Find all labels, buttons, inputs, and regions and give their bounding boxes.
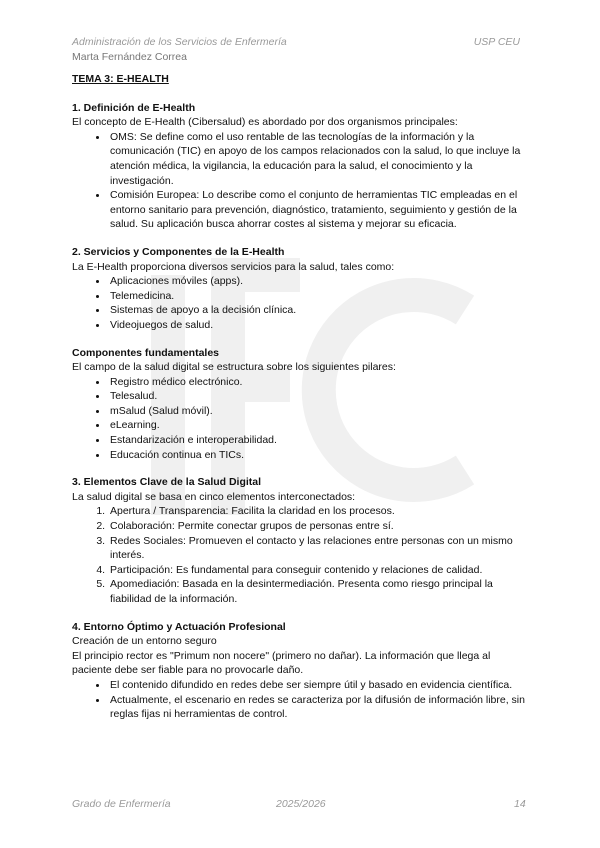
list-item: 2. Colaboración: Permite conectar grupos de personas entre sí. [108, 519, 530, 534]
footer-degree: Grado de Enfermería [72, 798, 171, 810]
section-definition [72, 101, 530, 232]
page-number: 14 [514, 798, 526, 810]
list-item: • Telesalud. [108, 389, 530, 404]
bullet-list [72, 375, 530, 463]
numbered-list [72, 504, 530, 606]
bullet-list [72, 678, 530, 722]
list-item: 3. Redes Sociales: Promueven el contacto y las relaciones entre personas con un mismo interés. [108, 534, 530, 563]
list-item: • OMS: Se define como el uso rentable de las tecnologías de la información y la comunicación (TIC) en apoyo de los campos relacionados con la salud, lo que incluye la atención médica, la vigilancia, la educación para la salud, el conocimiento y la investigación. [108, 130, 530, 188]
section-heading: 4. Entorno Óptimo y Actuación Profesional [72, 620, 286, 633]
bullet-list [72, 130, 530, 232]
list-item: • El contenido difundido en redes debe ser siempre útil y basado en evidencia científica. [108, 678, 530, 693]
list-item: • Comisión Europea: Lo describe como el conjunto de herramientas TIC empleadas en el entorno sanitario para prevención, diagnóstico, tratamiento, seguimiento y gestión de la salud. Su aplicación busca ahorrar costes al sistema y mejorar su eficacia. [108, 188, 530, 232]
section-heading: Componentes fundamentales [72, 346, 220, 359]
list-item: 4. Participación: Es fundamental para conseguir contenido y relaciones de calidad. [108, 563, 530, 578]
header-course: Administración de los Servicios de Enfermería [72, 36, 287, 48]
page-header [72, 36, 287, 63]
document-body [72, 72, 530, 735]
header-author: Marta Fernández Correa [72, 51, 187, 63]
list-item: • Videojuegos de salud. [108, 318, 530, 333]
topic-title: TEMA 3: E-HEALTH [72, 73, 169, 85]
list-item: • mSalud (Salud móvil). [108, 404, 530, 419]
bullet-list [72, 274, 530, 332]
section-components [72, 346, 530, 463]
header-institution: USP CEU [473, 36, 520, 48]
section-services [72, 245, 530, 333]
list-item: 1. Apertura / Transparencia: Facilita la claridad en los procesos. [108, 504, 530, 519]
list-item: • eLearning. [108, 418, 530, 433]
list-item: 5. Apomediación: Basada en la desintermediación. Presenta como riesgo principal la fiabilidad de la información. [108, 577, 530, 606]
list-item: • Actualmente, el escenario en redes se caracteriza por la difusión de información libre, sin reglas fijas ni herramientas de control. [108, 693, 530, 722]
section-intro: El principio rector es "Primum non nocere" (primero no dañar). La información que llega al paciente debe ser fiable para no provocarle daño. [72, 649, 491, 677]
section-heading: 1. Definición de E-Health [72, 101, 196, 114]
section-subheading: Creación de un entorno seguro [72, 635, 217, 648]
section-heading: 2. Servicios y Componentes de la E-Health [72, 245, 285, 258]
section-intro: La salud digital se basa en cinco elementos interconectados: [72, 490, 356, 503]
section-heading: 3. Elementos Clave de la Salud Digital [72, 476, 262, 489]
section-key-elements [72, 475, 530, 606]
section-intro: El concepto de E-Health (Cibersalud) es abordado por dos organismos principales: [72, 116, 458, 129]
section-environment [72, 620, 530, 722]
list-item: • Sistemas de apoyo a la decisión clínica. [108, 303, 530, 318]
list-item: • Registro médico electrónico. [108, 375, 530, 390]
list-item: • Estandarización e interoperabilidad. [108, 433, 530, 448]
list-item: • Educación continua en TICs. [108, 448, 530, 463]
footer-year: 2025/2026 [276, 798, 326, 810]
section-intro: La E-Health proporciona diversos servicios para la salud, tales como: [72, 260, 395, 273]
list-item: • Aplicaciones móviles (apps). [108, 274, 530, 289]
list-item: • Telemedicina. [108, 289, 530, 304]
section-intro: El campo de la salud digital se estructura sobre los siguientes pilares: [72, 361, 396, 374]
